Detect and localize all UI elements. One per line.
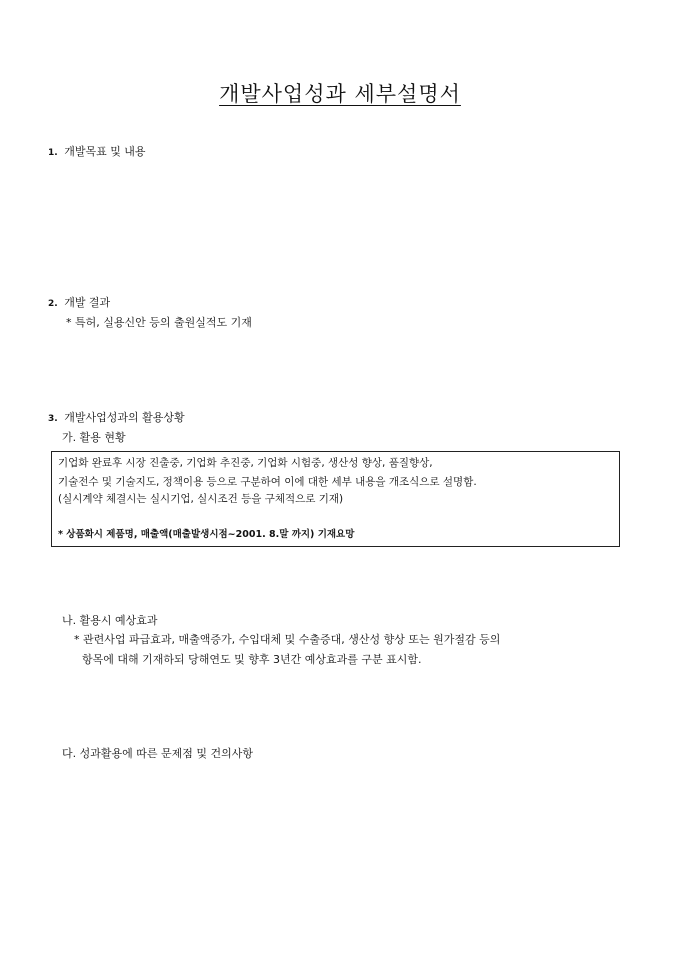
section-3-title: 개발사업성과의 활용상황 bbox=[64, 411, 185, 424]
page-title-text: 개발사업성과 세부설명서 bbox=[219, 82, 461, 106]
section-3b-note-line-2: 항목에 대해 기재하되 당해연도 및 향후 3년간 예상효과를 구분 표시함. bbox=[82, 653, 422, 666]
section-3a-label: 가. 활용 현황 bbox=[62, 431, 126, 444]
section-2-heading bbox=[48, 296, 110, 311]
section-3-number: 3. bbox=[48, 414, 58, 424]
section-1-title: 개발목표 및 내용 bbox=[64, 145, 146, 158]
section-1-heading bbox=[48, 145, 146, 160]
section-2-note: * 특허, 실용신안 등의 출원실적도 기재 bbox=[66, 316, 252, 329]
usage-status-line-1: 기업화 완료후 시장 진출중, 기업화 추진중, 기업화 시험중, 생산성 향상, 품질향상, bbox=[58, 457, 433, 469]
usage-status-bold-note: * 상품화시 제품명, 매출액(매출발생시점~2001. 8.말 까지) 기재요망 bbox=[58, 529, 355, 540]
section-3c-label: 다. 성과활용에 따른 문제점 및 건의사항 bbox=[62, 747, 253, 760]
usage-status-line-2: 기술전수 및 기술지도, 정책이용 등으로 구분하여 이에 대한 세부 내용을 개조식으로 설명함. bbox=[58, 476, 477, 488]
section-3-heading bbox=[48, 411, 185, 426]
usage-status-line-3: (실시계약 체결시는 실시기업, 실시조건 등을 구체적으로 기재) bbox=[58, 493, 344, 505]
page-title bbox=[0, 78, 680, 108]
section-2-title: 개발 결과 bbox=[64, 296, 111, 309]
section-1-number: 1. bbox=[48, 148, 58, 158]
section-3b-label: 나. 활용시 예상효과 bbox=[62, 614, 158, 627]
section-3b-note-line-1: * 관련사업 파급효과, 매출액증가, 수입대체 및 수출증대, 생산성 향상 또는 원가절감 등의 bbox=[74, 633, 501, 646]
usage-status-box bbox=[51, 451, 620, 547]
section-2-number: 2. bbox=[48, 299, 58, 309]
